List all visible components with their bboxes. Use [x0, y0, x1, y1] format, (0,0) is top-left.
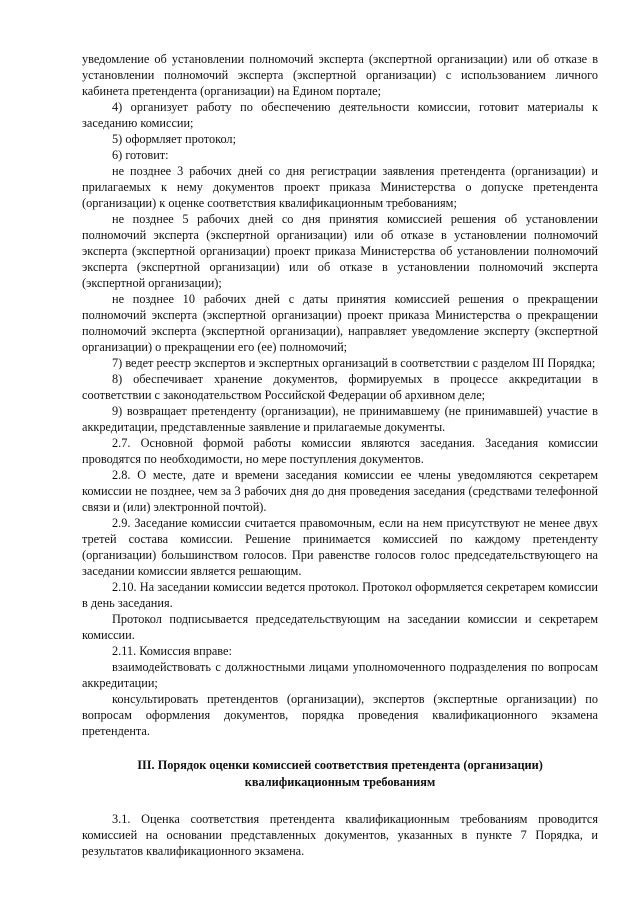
paragraph: не позднее 3 рабочих дней со дня регистрации заявления претендента (организации) и прилагаемых к нему документов проект приказа Министерства о допуске претендента (организации) к оценке соответствия квалификационным требованиям;: [82, 164, 598, 210]
paragraph: 6) готовит:: [112, 148, 169, 162]
paragraph: 2.7. Основной формой работы комиссии являются заседания. Заседания комиссии проводятся по необходимости, но мере поступления документов.: [82, 436, 598, 466]
paragraph: не позднее 10 рабочих дней с даты принятия комиссией решения о прекращении полномочий эксперта (экспертной организации) проект приказа Министерства о прекращении полномочий эксперта (экспертной организации), направляет уведомление эксперту (экспертной организации) о прекращении его (ее) полномочий;: [82, 292, 598, 354]
section-heading-line-2: квалификационным требованиям: [244, 775, 436, 789]
final-paragraph: 3.1. Оценка соответствия претендента квалификационным требованиям проводится комиссией на основании представленных документов, указанных в пункте 7 Порядка, и результатов квалификационного экзамена.: [82, 812, 598, 858]
paragraph: 8) обеспечивает хранение документов, формируемых в процессе аккредитации в соответствии с законодательством Российской Федерации об архивном деле;: [82, 372, 598, 402]
paragraph: 9) возвращает претенденту (организации), не принимавшему (не принимавшей) участие в аккредитации, представленные заявление и прилагаемые документы.: [82, 404, 598, 434]
section-heading-line-1: III. Порядок оценки комиссией соответствия претендента (организации): [137, 758, 543, 772]
paragraph: 5) оформляет протокол;: [112, 132, 236, 146]
paragraph: Протокол подписывается председательствующим на заседании комиссии и секретарем комиссии.: [82, 612, 598, 642]
document-body: [82, 51, 598, 859]
paragraph: уведомление об установлении полномочий эксперта (экспертной организации) или об отказе в установлении полномочий эксперта (экспертной организации) с использованием личного кабинета претендента (организации) на Едином портале;: [82, 52, 598, 98]
paragraph: 2.10. На заседании комиссии ведется протокол. Протокол оформляется секретарем комиссии в день заседания.: [82, 580, 598, 610]
paragraph: 2.9. Заседание комиссии считается правомочным, если на нем присутствуют не менее двух третей состава комиссии. Решение принимается комиссией по каждому претенденту (организации) большинством голосов. При равенстве голосов голос председательствующего на заседании комиссии является решающим.: [82, 516, 598, 578]
paragraph: 7) ведет реестр экспертов и экспертных организаций в соответствии с разделом III Порядка;: [112, 356, 596, 370]
paragraph: взаимодействовать с должностными лицами уполномоченного подразделения по вопросам аккредитации;: [82, 660, 598, 690]
paragraph: не позднее 5 рабочих дней со дня принятия комиссией решения об установлении полномочий эксперта (экспертной организации) или об отказе в установлении полномочий эксперта (экспертной организации) проект приказа Министерства об установлении полномочий эксперта (экспертной организации) или об отказе в установлении полномочий эксперта (экспертной организации);: [82, 212, 598, 290]
paragraph: консультировать претендентов (организации), экспертов (экспертные организации) по вопросам оформления документов, порядка проведения квалификационного экзамена претендента.: [82, 692, 598, 738]
paragraph: 4) организует работу по обеспечению деятельности комиссии, готовит материалы к заседанию комиссии;: [82, 100, 598, 130]
section-heading: [82, 757, 598, 791]
paragraph: 2.8. О месте, дате и времени заседания комиссии ее члены уведомляются секретарем комиссии не позднее, чем за 3 рабочих дня до дня проведения заседания (средствами телефонной связи и (или) электронной почтой).: [82, 468, 598, 514]
paragraph: 2.11. Комиссия вправе:: [112, 644, 232, 658]
